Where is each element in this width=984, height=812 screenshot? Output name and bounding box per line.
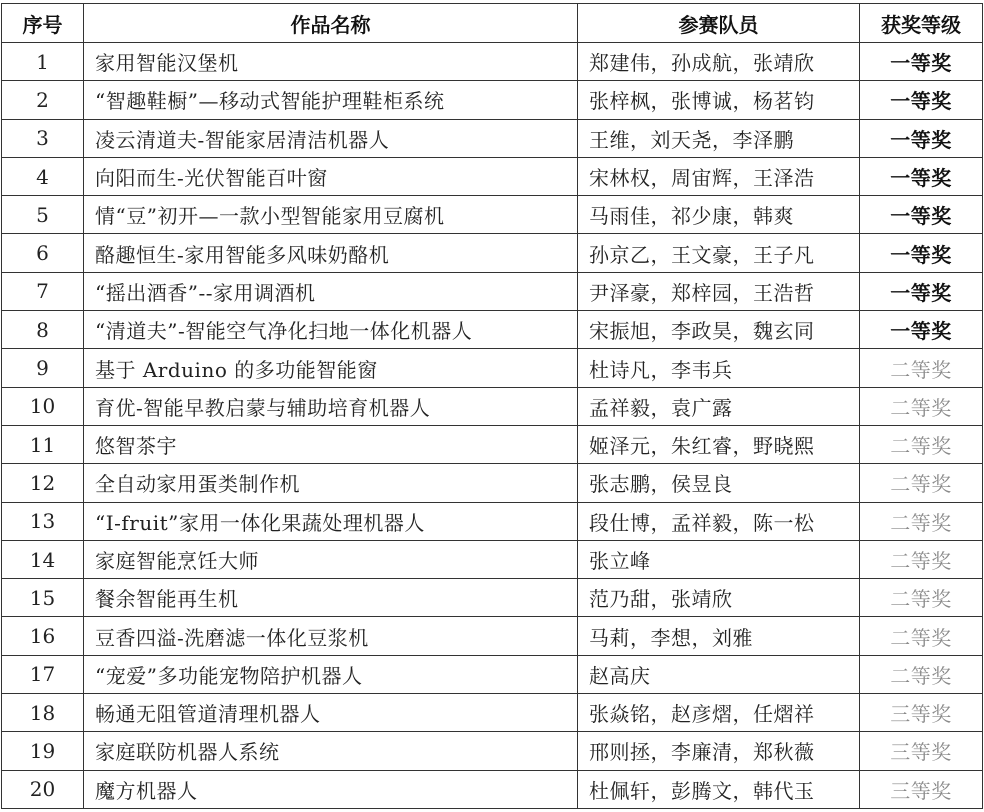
cell-work-name: 豆香四溢-洗磨滤一体化豆浆机 — [84, 617, 578, 655]
table-row — [2, 119, 983, 157]
cell-award-level: 一等奖 — [860, 43, 983, 81]
cell-no: 12 — [2, 464, 84, 502]
cell-work-name: “摇出酒香”--家用调酒机 — [84, 272, 578, 310]
cell-no: 1 — [2, 43, 84, 81]
cell-work-name: “智趣鞋橱”—移动式智能护理鞋柜系统 — [84, 81, 578, 119]
cell-award-level: 一等奖 — [860, 119, 983, 157]
cell-no: 15 — [2, 579, 84, 617]
cell-award-level: 二等奖 — [860, 464, 983, 502]
table-row — [2, 694, 983, 732]
header-row — [2, 4, 983, 43]
cell-work-name: 畅通无阻管道清理机器人 — [84, 694, 578, 732]
cell-team-members: 杜佩轩，彭腾文，韩代玉 — [578, 770, 860, 808]
cell-team-members: 孟祥毅，袁广露 — [578, 387, 860, 425]
cell-work-name: “宠爱”多功能宠物陪护机器人 — [84, 655, 578, 693]
cell-award-level: 一等奖 — [860, 311, 983, 349]
cell-team-members: 宋林权，周宙辉，王泽浩 — [578, 157, 860, 195]
cell-team-members: 邢则拯，李廉清，郑秋薇 — [578, 732, 860, 770]
cell-team-members: 孙京乙，王文豪，王子凡 — [578, 234, 860, 272]
table-row — [2, 655, 983, 693]
cell-work-name: 家庭联防机器人系统 — [84, 732, 578, 770]
cell-team-members: 张梓枫，张博诚，杨茗钧 — [578, 81, 860, 119]
cell-team-members: 张焱铭，赵彦熠，任熠祥 — [578, 694, 860, 732]
awards-table — [1, 3, 983, 809]
cell-award-level: 二等奖 — [860, 502, 983, 540]
cell-work-name: 育优-智能早教启蒙与辅助培育机器人 — [84, 387, 578, 425]
cell-award-level: 一等奖 — [860, 234, 983, 272]
cell-no: 10 — [2, 387, 84, 425]
cell-no: 7 — [2, 272, 84, 310]
table-row — [2, 540, 983, 578]
cell-work-name: 魔方机器人 — [84, 770, 578, 808]
cell-award-level: 一等奖 — [860, 196, 983, 234]
cell-award-level: 二等奖 — [860, 425, 983, 463]
cell-work-name: 悠智茶宇 — [84, 425, 578, 463]
cell-no: 3 — [2, 119, 84, 157]
cell-work-name: 餐余智能再生机 — [84, 579, 578, 617]
cell-award-level: 一等奖 — [860, 272, 983, 310]
cell-no: 20 — [2, 770, 84, 808]
cell-no: 17 — [2, 655, 84, 693]
cell-work-name: 家庭智能烹饪大师 — [84, 540, 578, 578]
cell-award-level: 二等奖 — [860, 349, 983, 387]
table-row — [2, 81, 983, 119]
table-row — [2, 387, 983, 425]
table-row — [2, 732, 983, 770]
cell-award-level: 二等奖 — [860, 540, 983, 578]
header-level: 获奖等级 — [860, 4, 983, 43]
cell-no: 11 — [2, 425, 84, 463]
cell-no: 6 — [2, 234, 84, 272]
cell-no: 19 — [2, 732, 84, 770]
table-row — [2, 311, 983, 349]
cell-team-members: 张志鹏，侯昱良 — [578, 464, 860, 502]
cell-team-members: 赵高庆 — [578, 655, 860, 693]
cell-no: 18 — [2, 694, 84, 732]
cell-no: 4 — [2, 157, 84, 195]
table-row — [2, 502, 983, 540]
cell-work-name: 向阳而生-光伏智能百叶窗 — [84, 157, 578, 195]
cell-award-level: 三等奖 — [860, 770, 983, 808]
table-row — [2, 349, 983, 387]
cell-team-members: 王维，刘天尧，李泽鹏 — [578, 119, 860, 157]
header-team: 参赛队员 — [578, 4, 860, 43]
cell-work-name: 凌云清道夫-智能家居清洁机器人 — [84, 119, 578, 157]
table-row — [2, 157, 983, 195]
cell-team-members: 宋振旭，李政昊，魏玄同 — [578, 311, 860, 349]
cell-team-members: 段仕博，孟祥毅，陈一松 — [578, 502, 860, 540]
cell-award-level: 一等奖 — [860, 157, 983, 195]
table-row — [2, 196, 983, 234]
header-name: 作品名称 — [84, 4, 578, 43]
cell-no: 14 — [2, 540, 84, 578]
cell-team-members: 马莉，李想，刘雅 — [578, 617, 860, 655]
table-row — [2, 425, 983, 463]
cell-work-name: 全自动家用蛋类制作机 — [84, 464, 578, 502]
cell-award-level: 二等奖 — [860, 617, 983, 655]
cell-no: 2 — [2, 81, 84, 119]
cell-no: 9 — [2, 349, 84, 387]
cell-work-name: 基于 Arduino 的多功能智能窗 — [84, 349, 578, 387]
cell-award-level: 三等奖 — [860, 694, 983, 732]
table-row — [2, 234, 983, 272]
cell-team-members: 姬泽元，朱红睿，野晓熙 — [578, 425, 860, 463]
table-row — [2, 464, 983, 502]
table-row — [2, 770, 983, 808]
table-row — [2, 579, 983, 617]
cell-work-name: 情“豆”初开—一款小型智能家用豆腐机 — [84, 196, 578, 234]
cell-team-members: 郑建伟，孙成航，张靖欣 — [578, 43, 860, 81]
cell-no: 16 — [2, 617, 84, 655]
cell-work-name: “I-fruit”家用一体化果蔬处理机器人 — [84, 502, 578, 540]
cell-award-level: 三等奖 — [860, 732, 983, 770]
cell-team-members: 马雨佳，祁少康，韩爽 — [578, 196, 860, 234]
header-no: 序号 — [2, 4, 84, 43]
cell-team-members: 尹泽豪，郑梓园，王浩哲 — [578, 272, 860, 310]
table-row — [2, 617, 983, 655]
table-header — [2, 4, 983, 43]
cell-team-members: 杜诗凡，李韦兵 — [578, 349, 860, 387]
table-row — [2, 43, 983, 81]
cell-no: 13 — [2, 502, 84, 540]
cell-work-name: 家用智能汉堡机 — [84, 43, 578, 81]
cell-no: 5 — [2, 196, 84, 234]
cell-award-level: 二等奖 — [860, 655, 983, 693]
table-body — [2, 43, 983, 809]
cell-work-name: 酪趣恒生-家用智能多风味奶酪机 — [84, 234, 578, 272]
cell-team-members: 范乃甜，张靖欣 — [578, 579, 860, 617]
cell-no: 8 — [2, 311, 84, 349]
cell-award-level: 一等奖 — [860, 81, 983, 119]
cell-work-name: “清道夫”-智能空气净化扫地一体化机器人 — [84, 311, 578, 349]
cell-team-members: 张立峰 — [578, 540, 860, 578]
cell-award-level: 二等奖 — [860, 387, 983, 425]
table-row — [2, 272, 983, 310]
cell-award-level: 二等奖 — [860, 579, 983, 617]
